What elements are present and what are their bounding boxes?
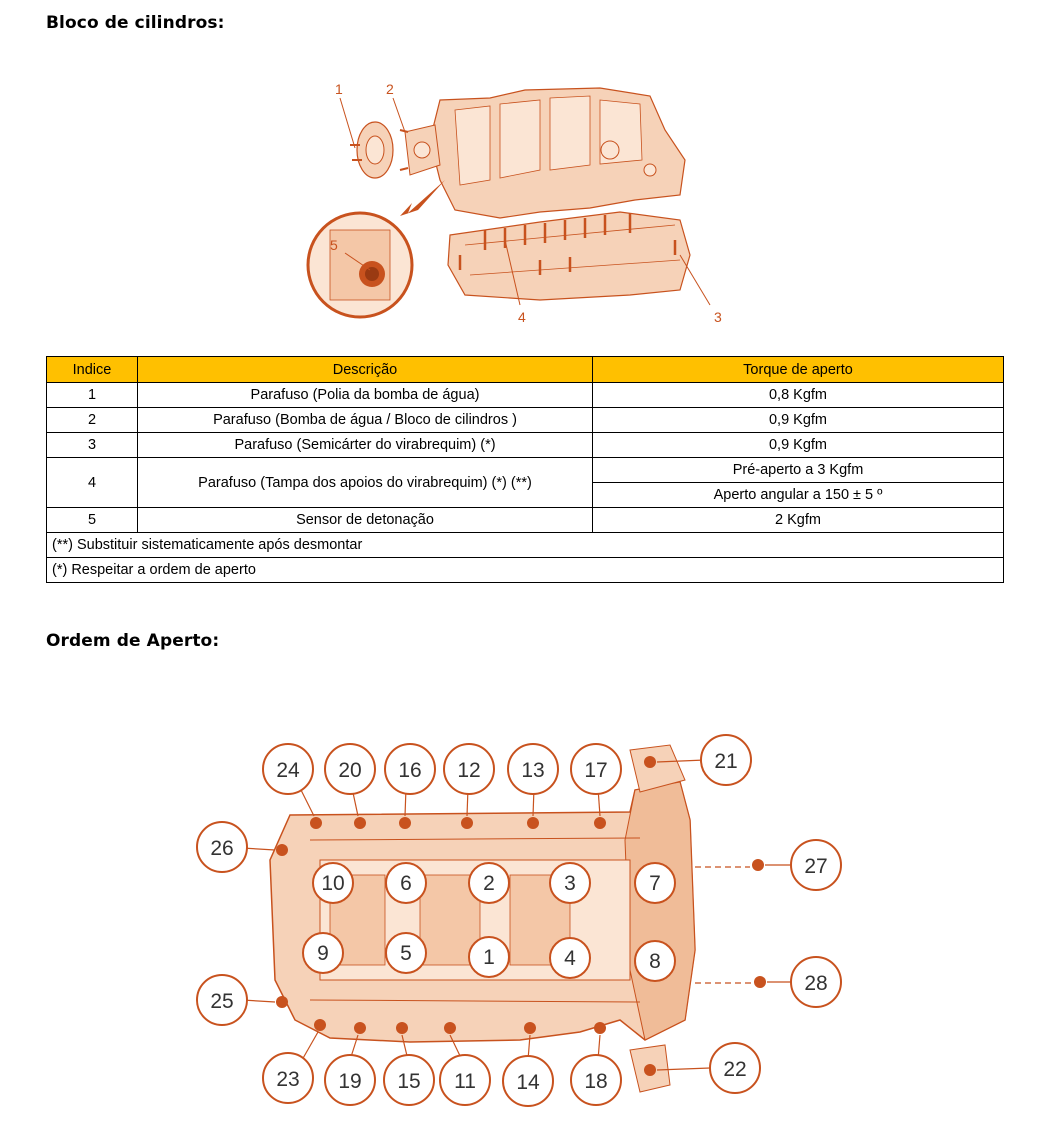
callout-top-17 — [571, 744, 621, 794]
table-row — [47, 508, 1004, 533]
inner-callout-3 — [550, 863, 590, 903]
cell-torque: Pré-aperto a 3 Kgfm — [593, 458, 1004, 483]
callout-3: 3 — [714, 309, 722, 325]
cell-description: Parafuso (Polia da bomba de água) — [138, 383, 593, 408]
callout-bottom-23 — [263, 1053, 313, 1103]
svg-text:5: 5 — [400, 942, 412, 965]
cell-index: 3 — [47, 433, 138, 458]
inner-callout-4 — [550, 938, 590, 978]
cell-torque: Aperto angular a 150 ± 5 º — [593, 483, 1004, 508]
svg-text:3: 3 — [564, 872, 576, 895]
inner-callout-2 — [469, 863, 509, 903]
svg-text:11: 11 — [454, 1070, 476, 1093]
callout-4: 4 — [518, 309, 526, 325]
inner-callout-8 — [635, 941, 675, 981]
cell-description: Parafuso (Tampa dos apoios do virabrequim) (*) (**) — [138, 458, 593, 508]
section-title-tightening-order: Ordem de Aperto: — [46, 631, 220, 651]
header-index: Indice — [47, 357, 138, 383]
svg-text:25: 25 — [210, 990, 234, 1013]
svg-text:9: 9 — [317, 942, 329, 965]
svg-text:22: 22 — [723, 1058, 747, 1081]
cell-torque: 0,9 Kgfm — [593, 408, 1004, 433]
cell-index: 1 — [47, 383, 138, 408]
header-description: Descrição — [138, 357, 593, 383]
inner-callout-9 — [303, 933, 343, 973]
cell-description: Sensor de detonação — [138, 508, 593, 533]
table-row — [47, 458, 1004, 483]
table-row — [47, 433, 1004, 458]
callout-right-28 — [791, 957, 841, 1007]
inner-callout-6 — [386, 863, 426, 903]
svg-text:10: 10 — [321, 872, 345, 895]
torque-table — [46, 356, 1004, 583]
svg-text:7: 7 — [649, 872, 661, 895]
cell-description: Parafuso (Bomba de água / Bloco de cilindros ) — [138, 408, 593, 433]
svg-text:1: 1 — [483, 946, 495, 969]
cell-torque: 2 Kgfm — [593, 508, 1004, 533]
cell-index: 5 — [47, 508, 138, 533]
table-note-row — [47, 533, 1004, 558]
note-order: (*) Respeitar a ordem de aperto — [47, 558, 1004, 583]
table-header-row — [47, 357, 1004, 383]
callout-1: 1 — [335, 81, 343, 97]
svg-text:19: 19 — [338, 1070, 362, 1093]
callout-top-20 — [325, 744, 375, 794]
table-note-row — [47, 558, 1004, 583]
svg-text:26: 26 — [210, 837, 234, 860]
svg-text:17: 17 — [584, 759, 608, 782]
cell-description: Parafuso (Semicárter do virabrequim) (*) — [138, 433, 593, 458]
callout-right-21 — [701, 735, 751, 785]
callout-bottom-19 — [325, 1055, 375, 1105]
inner-callout-7 — [635, 863, 675, 903]
svg-text:16: 16 — [398, 759, 422, 782]
header-torque: Torque de aperto — [593, 357, 1004, 383]
cell-index: 2 — [47, 408, 138, 433]
svg-text:21: 21 — [714, 750, 738, 773]
svg-text:8: 8 — [649, 950, 661, 973]
callout-bottom-14 — [503, 1056, 553, 1106]
svg-text:6: 6 — [400, 872, 412, 895]
callout-top-13 — [508, 744, 558, 794]
inner-callout-10 — [313, 863, 353, 903]
svg-text:28: 28 — [804, 972, 828, 995]
svg-text:20: 20 — [338, 759, 362, 782]
callout-top-16 — [385, 744, 435, 794]
callout-top-12 — [444, 744, 494, 794]
callout-top-24 — [263, 744, 313, 794]
crankcase-drawing — [270, 745, 695, 1092]
table-row — [47, 408, 1004, 433]
callout-right-22 — [710, 1043, 760, 1093]
cell-index: 4 — [47, 458, 138, 508]
svg-text:13: 13 — [521, 759, 545, 782]
section-title-cylinder-block: Bloco de cilindros: — [46, 13, 225, 33]
svg-text:14: 14 — [516, 1071, 540, 1094]
note-replace: (**) Substituir sistematicamente após desmontar — [47, 533, 1004, 558]
svg-text:18: 18 — [584, 1070, 608, 1093]
svg-text:15: 15 — [397, 1070, 421, 1093]
callout-left-25 — [197, 975, 247, 1025]
svg-text:2: 2 — [483, 872, 495, 895]
cylinder-block-drawing — [308, 88, 690, 317]
callout-left-26 — [197, 822, 247, 872]
callout-bottom-15 — [384, 1055, 434, 1105]
callout-5: 5 — [330, 237, 338, 253]
inner-callout-1 — [469, 937, 509, 977]
cell-torque: 0,8 Kgfm — [593, 383, 1004, 408]
table-row — [47, 383, 1004, 408]
tightening-order-diagram — [180, 720, 860, 1120]
callout-bottom-11 — [440, 1055, 490, 1105]
callout-2: 2 — [386, 81, 394, 97]
inner-callout-5 — [386, 933, 426, 973]
svg-text:12: 12 — [457, 759, 481, 782]
svg-text:23: 23 — [276, 1068, 300, 1091]
svg-text:4: 4 — [564, 947, 576, 970]
callout-right-27 — [791, 840, 841, 890]
svg-text:24: 24 — [276, 759, 300, 782]
callout-bottom-18 — [571, 1055, 621, 1105]
svg-text:27: 27 — [804, 855, 828, 878]
cell-torque: 0,9 Kgfm — [593, 433, 1004, 458]
cylinder-block-illustration — [290, 70, 750, 330]
